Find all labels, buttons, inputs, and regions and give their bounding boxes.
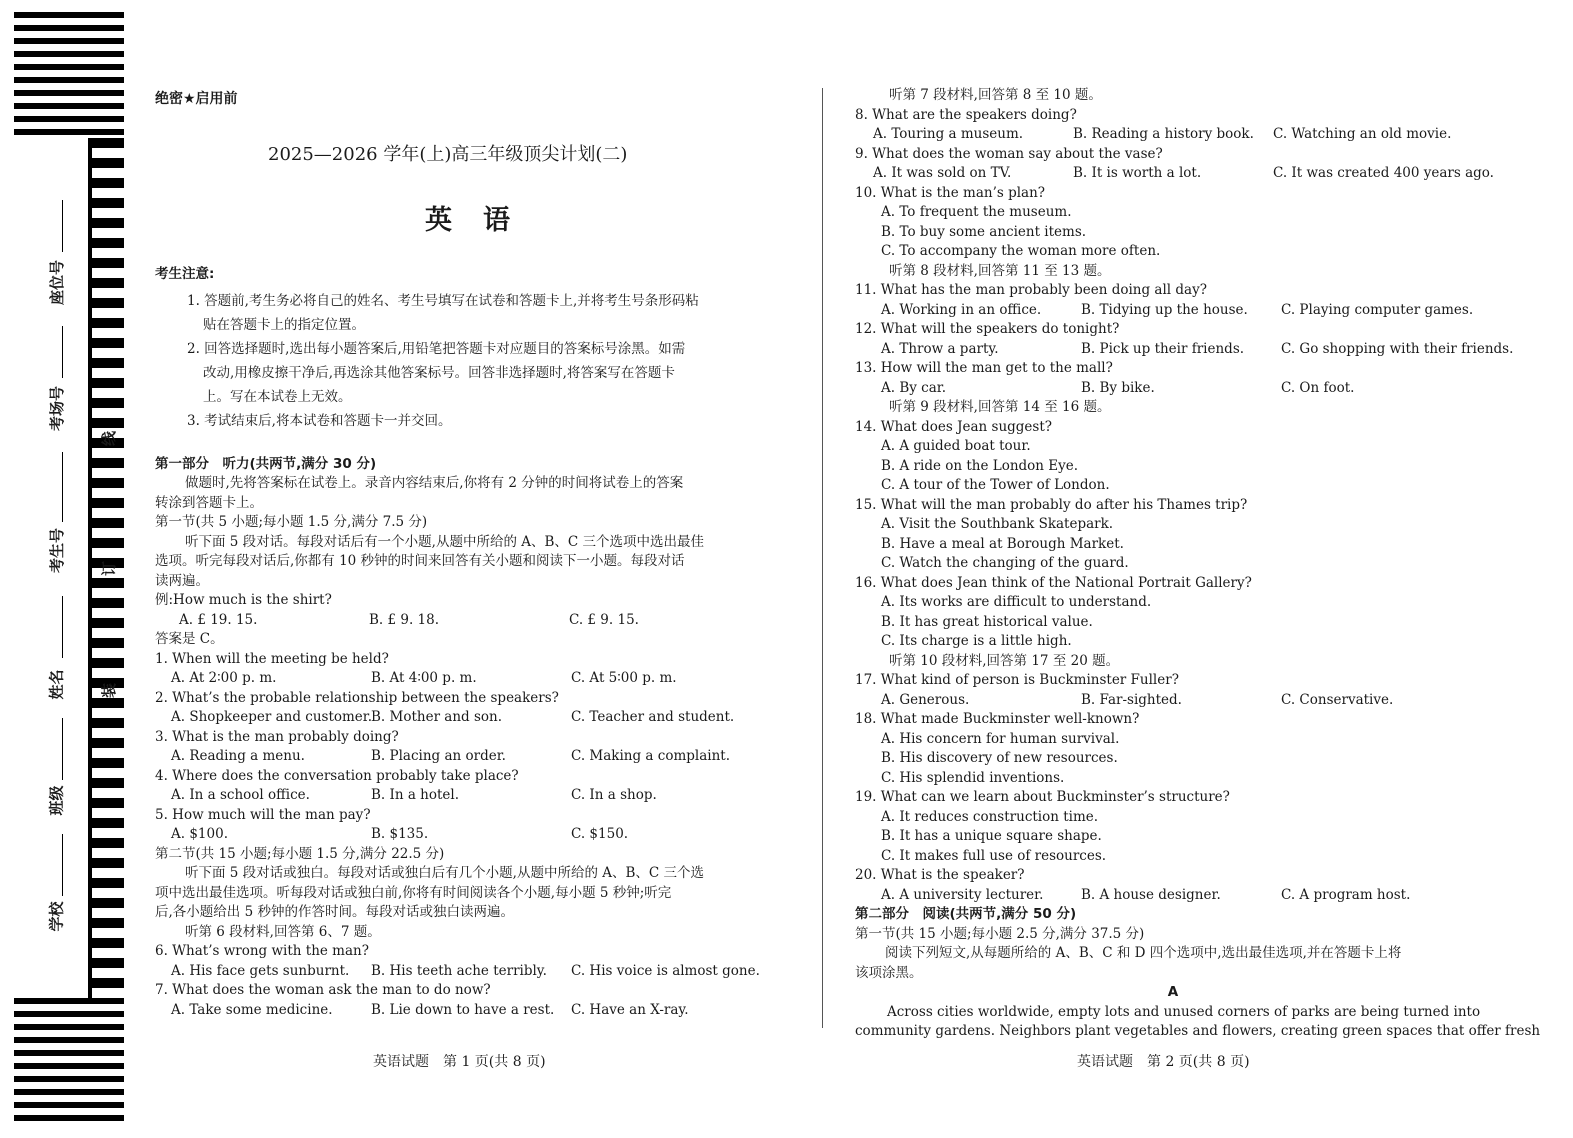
option-choice[interactable]: B. A ride on the London Eye. [881, 457, 1079, 474]
option-choice[interactable]: A. It was sold on TV. [873, 165, 1012, 181]
barcode-bar [92, 198, 124, 208]
option-row [855, 125, 1495, 145]
option-choice[interactable]: C. Making a complaint. [571, 748, 730, 764]
barcode-bar [92, 478, 124, 488]
barcode-bar [92, 958, 124, 968]
option-row [855, 340, 1514, 360]
part2-intro-line: 该项涂黑。 [855, 964, 923, 981]
question-stem: 3. What is the man probably doing? [155, 728, 399, 745]
barcode-bar [92, 218, 124, 228]
notice-item-line: 2. 回答选择题时,选出每小题答案后,用铅笔把答题卡对应题目的答案标号涂黑。如需 [187, 340, 686, 357]
option-choice[interactable]: B. A house designer. [1081, 886, 1221, 903]
barcode-bar [92, 738, 124, 748]
barcode-bar [92, 358, 124, 368]
notice-list [155, 289, 790, 433]
material-8-heading: 听第 8 段材料,回答第 11 至 13 题。 [889, 262, 1111, 279]
option-row [855, 301, 1495, 321]
question-stem: 16. What does Jean think of the National Portrait Gallery? [855, 574, 1252, 591]
material-9-heading: 听第 9 段材料,回答第 14 至 16 题。 [889, 399, 1111, 415]
example-answer: 答案是 C。 [155, 631, 224, 647]
barcode-bar [92, 898, 124, 908]
option-row [155, 708, 790, 728]
option-choice[interactable]: B. Reading a history book. [1073, 126, 1254, 142]
option-choice[interactable]: A. His face gets sunburnt. [171, 962, 350, 979]
barcode-bar [92, 418, 124, 428]
question-stem: 7. What does the woman ask the man to do now? [155, 982, 491, 998]
barcode-bar [92, 718, 124, 728]
question-list-section1 [155, 650, 790, 845]
question-stem: 19. What can we learn about Buckminster’s structure? [855, 789, 1230, 805]
page-2-column [855, 86, 1541, 1042]
option-row [155, 825, 790, 845]
option-row [855, 164, 1495, 184]
option-row [155, 786, 790, 806]
part2-title: 第二部分 阅读(共两节,满分 50 分) [855, 906, 1077, 922]
option-choice[interactable]: A. His concern for human survival. [881, 730, 1120, 747]
option-choice[interactable]: A. In a school office. [171, 787, 310, 803]
footer-page-1: 英语试题 第 1 页(共 8 页) [373, 1054, 546, 1070]
option-choice[interactable]: C. $150. [571, 826, 629, 842]
binding-staple-char: 订 [100, 560, 119, 577]
option-choice[interactable]: C. At 5∶00 p. m. [571, 670, 677, 686]
option-choice[interactable]: C. Teacher and student. [571, 709, 735, 725]
notice-title: 考生注意: [155, 266, 215, 282]
question-stem: 1. When will the meeting be held? [155, 650, 389, 667]
barcode-bar [92, 258, 124, 268]
option-choice[interactable]: C. It makes full use of resources. [881, 847, 1107, 864]
option-choice[interactable]: C. A tour of the Tower of London. [881, 477, 1110, 493]
option-choice[interactable]: A. It reduces construction time. [881, 808, 1099, 825]
question-stem: 2. What’s the probable relationship between the speakers? [155, 689, 559, 706]
option-choice[interactable]: C. To accompany the woman more often. [881, 243, 1161, 259]
option-choice[interactable]: C. His voice is almost gone. [571, 962, 760, 979]
option-choice[interactable]: B. It has a unique square shape. [881, 828, 1102, 844]
section1-intro-line: 选项。听完每段对话后,你都有 10 秒钟的时间来回答有关小题和阅读下一小题。每段对话 [155, 553, 685, 569]
barcode-bar [92, 698, 124, 708]
option-row [855, 886, 1495, 906]
option-choice[interactable]: C. Go shopping with their friends. [1281, 340, 1514, 357]
option-choice[interactable]: C. It was created 400 years ago. [1273, 165, 1494, 181]
option-choice[interactable]: A. Visit the Southbank Skatepark. [881, 516, 1114, 532]
question-stem: 10. What is the man’s plan? [855, 184, 1046, 201]
barcode-bar [92, 138, 124, 148]
option-choice[interactable]: B. At 4∶00 p. m. [371, 670, 477, 686]
passage-line: community gardens. Neighbors plant vegetables and flowers, creating green spaces that offer fresh [855, 1023, 1541, 1039]
passage-label: A [1167, 984, 1179, 1000]
option-choice[interactable]: B. It has great historical value. [881, 613, 1093, 630]
section2-title: 第二节(共 15 小题;每小题 1.5 分,满分 22.5 分) [155, 845, 445, 862]
option-choice[interactable]: B. Tidying up the house. [1081, 301, 1248, 318]
option-row [155, 669, 790, 689]
barcode-bar [92, 918, 124, 928]
option-choice[interactable]: A. Throw a party. [881, 340, 999, 357]
binding-bind-char: 装 [100, 682, 119, 699]
part1-title: 第一部分 听力(共两节,满分 30 分) [155, 455, 377, 472]
section1-title: 第一节(共 5 小题;每小题 1.5 分,满分 7.5 分) [155, 514, 428, 530]
question-stem: 17. What kind of person is Buckminster Fuller? [855, 672, 1179, 688]
section2-intro-line: 后,各小题给出 5 秒钟的作答时间。每段对话或独白读两遍。 [155, 904, 514, 920]
option-choice[interactable]: C. His splendid inventions. [881, 769, 1065, 786]
example-question: 例:How much is the shirt? [155, 592, 332, 608]
barcode-bar [92, 638, 124, 648]
question-stem: 12. What will the speakers do tonight? [855, 321, 1120, 337]
option-choice[interactable]: C. A program host. [1281, 886, 1411, 903]
column-divider [822, 88, 823, 1028]
option-choice[interactable]: A. Its works are difficult to understand. [881, 594, 1152, 610]
option-choice[interactable]: A. Shopkeeper and customer. [171, 709, 373, 725]
question-stem: 5. How much will the man pay? [155, 806, 371, 823]
option-row [855, 691, 1495, 711]
question-stem: 14. What does Jean suggest? [855, 418, 1052, 435]
barcode-bar [92, 818, 124, 828]
option-choice[interactable]: A. To frequent the museum. [881, 204, 1072, 220]
option-choice[interactable]: B. Placing an order. [371, 748, 506, 764]
notice-item-line: 上。写在本试卷上无效。 [203, 388, 352, 405]
material-7-heading: 听第 7 段材料,回答第 8 至 10 题。 [889, 87, 1102, 103]
barcode-bar [92, 618, 124, 628]
question-stem: 18. What made Buckminster well-known? [855, 711, 1140, 727]
option-choice[interactable]: A. Reading a menu. [171, 748, 305, 764]
option-choice[interactable]: C. In a shop. [571, 787, 657, 803]
barcode-bar [92, 158, 124, 168]
question-stem: 15. What will the man probably do after his Thames trip? [855, 496, 1248, 513]
question-stem: 20. What is the speaker? [855, 867, 1025, 883]
question-stem: 8. What are the speakers doing? [855, 106, 1077, 123]
barcode-bar [92, 778, 124, 788]
class-label: 班级 [47, 785, 66, 816]
option-choice[interactable]: B. In a hotel. [371, 787, 460, 803]
option-choice[interactable]: A. Generous. [881, 691, 970, 708]
option-choice[interactable]: B. By bike. [1081, 379, 1155, 396]
example-option: C. £ 9. 15. [569, 611, 639, 628]
barcode-bar [92, 398, 124, 408]
barcode-bar [92, 978, 124, 988]
barcode-bar [92, 758, 124, 768]
barcode-bar [92, 338, 124, 348]
page-1-column [155, 265, 790, 1020]
barcode-bar [92, 938, 124, 948]
option-choice[interactable]: B. Pick up their friends. [1081, 340, 1245, 357]
barcode-bar [92, 838, 124, 848]
footer-page-2: 英语试题 第 2 页(共 8 页) [1077, 1054, 1250, 1070]
barcode-bar [92, 278, 124, 288]
option-choice[interactable]: B. Lie down to have a rest. [371, 1001, 555, 1018]
barcode-bar [92, 598, 124, 608]
question-list-section2 [155, 942, 790, 1020]
part2-intro-line: 阅读下列短文,从每题所给的 A、B、C 和 D 四个选项中,选出最佳选项,并在答题卡上将 [885, 945, 1402, 961]
option-row [155, 962, 790, 982]
confidential-mark: 绝密★启用前 [155, 91, 238, 107]
question-stem: 6. What’s wrong with the man? [155, 943, 369, 959]
option-choice[interactable]: A. Take some medicine. [171, 1001, 333, 1018]
material-10-heading: 听第 10 段材料,回答第 17 至 20 题。 [889, 652, 1120, 669]
barcode-bar [92, 378, 124, 388]
notice-item-line: 贴在答题卡上的指定位置。 [203, 316, 365, 333]
example-option: B. £ 9. 18. [369, 611, 440, 628]
barcode-bar [92, 518, 124, 528]
option-choice[interactable]: B. Have a meal at Borough Market. [881, 535, 1124, 552]
option-choice[interactable]: C. Watching an old movie. [1273, 126, 1452, 142]
section2-intro-line: 项中选出最佳选项。听每段对话或独白前,你将有时间阅读各个小题,每小题 5 秒钟;听完 [155, 884, 672, 901]
notice-item-line: 3. 考试结束后,将本试卷和答题卡一并交回。 [187, 412, 452, 429]
option-choice[interactable]: A. At 2∶00 p. m. [171, 670, 277, 686]
option-choice[interactable]: C. On foot. [1281, 379, 1355, 396]
binding-margin [0, 0, 130, 1138]
barcode-bar [92, 298, 124, 308]
exam-title: 2025—2026 学年(上)高三年级顶尖计划(二) [268, 144, 628, 165]
option-choice[interactable]: B. To buy some ancient items. [881, 223, 1087, 240]
barcode-bar [92, 498, 124, 508]
option-choice[interactable]: A. $100. [171, 826, 228, 842]
part1-intro-line: 做题时,先将答案标在试卷上。录音内容结束后,你将有 2 分钟的时间将试卷上的答案 [185, 475, 684, 491]
option-choice[interactable]: A. A guided boat tour. [881, 438, 1031, 454]
section1-intro-line: 读两遍。 [155, 572, 209, 589]
seat-number-label: 座位号 [48, 259, 67, 306]
option-choice[interactable]: C. Its charge is a little high. [881, 633, 1072, 649]
question-stem: 13. How will the man get to the mall? [855, 360, 1113, 376]
section2-intro-line: 听下面 5 段对话或独白。每段对话或独白后有几个小题,从题中所给的 A、B、C 三个选 [185, 865, 705, 881]
option-choice[interactable]: C. Watch the changing of the guard. [881, 555, 1129, 571]
barcode-bar [92, 878, 124, 888]
notice-item-line: 改动,用橡皮擦干净后,再选涂其他答案标号。回答非选择题时,将答案写在答题卡 [203, 364, 675, 381]
binding-line-char: 线 [100, 430, 119, 447]
option-choice[interactable]: C. Have an X-ray. [571, 1001, 689, 1018]
option-choice[interactable]: A. Touring a museum. [873, 126, 1024, 142]
option-choice[interactable]: B. $135. [371, 826, 429, 842]
material-6-heading: 听第 6 段材料,回答第 6、7 题。 [185, 923, 381, 940]
part1-intro-line: 转涂到答题卡上。 [155, 494, 263, 511]
option-choice[interactable]: C. Playing computer games. [1281, 301, 1474, 318]
question-stem: 11. What has the man probably been doing all day? [855, 282, 1207, 298]
option-choice[interactable]: A. A university lecturer. [881, 886, 1044, 903]
part2-section1-title: 第一节(共 15 小题;每小题 2.5 分,满分 37.5 分) [855, 925, 1145, 942]
passage-line: Across cities worldwide, empty lots and unused corners of parks are being turned into [887, 1003, 1481, 1020]
barcode-bar [92, 238, 124, 248]
notice-item-line: 1. 答题前,考生务必将自己的姓名、考生号填写在试卷和答题卡上,并将考生号条形码粘 [187, 292, 699, 309]
option-choice[interactable]: B. His discovery of new resources. [881, 750, 1118, 766]
candidate-number-label: 考生号 [48, 527, 67, 574]
barcode-bar [92, 318, 124, 328]
option-choice[interactable]: A. By car. [881, 379, 947, 396]
section1-intro-line: 听下面 5 段对话。每段对话后有一个小题,从题中所给的 A、B、C 三个选项中选出最佳 [185, 533, 705, 550]
exam-room-label: 考场号 [48, 385, 67, 432]
option-choice[interactable]: B. Mother and son. [371, 709, 503, 725]
question-stem: 9. What does the woman say about the vase? [855, 145, 1163, 162]
school-label: 学校 [47, 901, 66, 932]
barcode-bar [92, 798, 124, 808]
barcode-bar [92, 858, 124, 868]
option-row [155, 747, 790, 767]
barcode-bar [92, 578, 124, 588]
example-options [155, 611, 790, 631]
barcode-bar [92, 658, 124, 668]
barcode-bar [92, 178, 124, 188]
name-label: 姓名 [47, 669, 66, 700]
option-choice[interactable]: A. Working in an office. [881, 301, 1042, 318]
question-stem: 4. Where does the conversation probably take place? [155, 767, 519, 784]
option-row [155, 1001, 790, 1021]
option-choice[interactable]: B. It is worth a lot. [1073, 165, 1202, 181]
barcode-bar [92, 538, 124, 548]
subject-title: 英 语 [425, 205, 512, 236]
option-choice[interactable]: B. His teeth ache terribly. [371, 962, 547, 979]
option-row [855, 379, 1495, 399]
barcode-bar [92, 458, 124, 468]
option-choice[interactable]: C. Conservative. [1281, 691, 1394, 708]
example-option: A. £ 19. 15. [179, 611, 258, 628]
option-choice[interactable]: B. Far-sighted. [1081, 691, 1182, 708]
